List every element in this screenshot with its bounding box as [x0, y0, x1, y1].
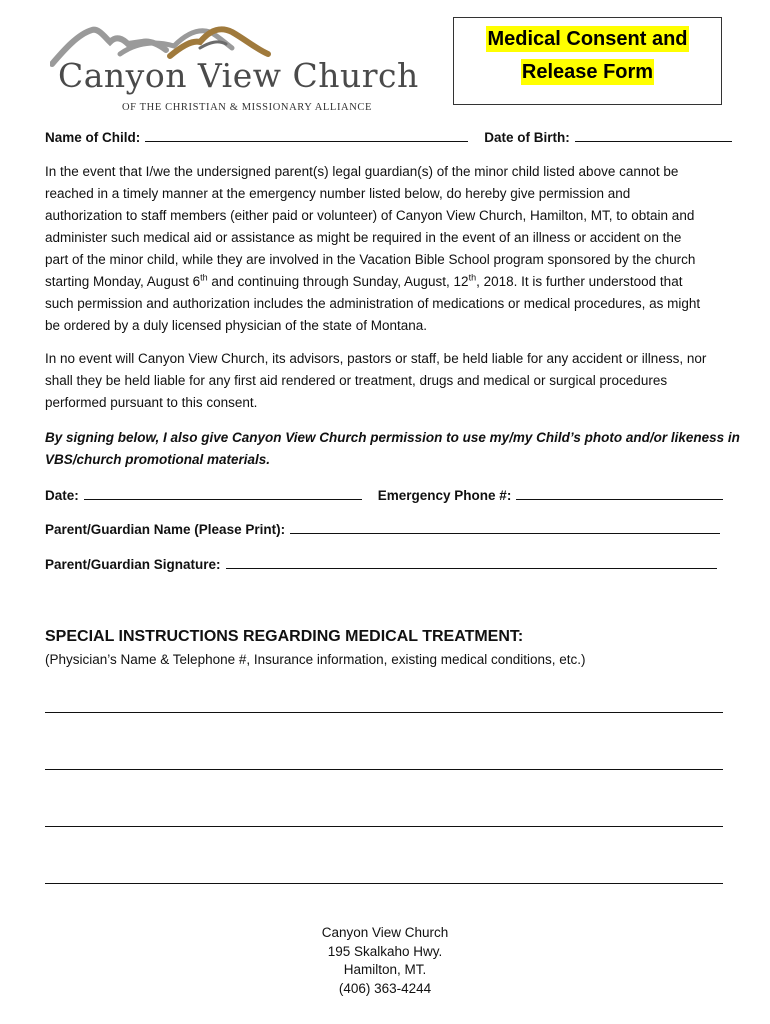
liability-line: shall they be held liable for any first aid rendered or treatment, drugs and medical or surgical procedures [45, 373, 668, 388]
liability-paragraph [45, 348, 735, 414]
form-title-line-2: Release Form [521, 61, 654, 83]
guardian-name-field[interactable] [290, 520, 720, 534]
consent-line: administer such medical aid or assistance as might be required in the event of an illness or accident on the [45, 230, 682, 245]
photo-release-line: By signing below, I also give Canyon View Church permission to use my/my Child’s photo and/or likeness in [45, 430, 740, 445]
special-instructions-subtitle: (Physician’s Name & Telephone #, Insurance information, existing medical conditions, etc.) [45, 652, 586, 667]
consent-line: part of the minor child, while they are involved in the Vacation Bible School program sponsored by the church [45, 252, 696, 267]
footer-phone: (406) 363-4244 [338, 980, 432, 996]
consent-text: , 2018. It is further understood that [476, 274, 683, 289]
guardian-signature-label: Parent/Guardian Signature: [45, 557, 221, 572]
guardian-name-row [45, 520, 720, 537]
guardian-signature-row [45, 555, 717, 572]
logo-church-name: Canyon View Church [58, 56, 419, 95]
footer-church-name: Canyon View Church [321, 925, 449, 940]
consent-text: and continuing through Sunday, August, 12 [207, 274, 469, 289]
consent-line: reached in a timely manner at the emergency number listed below, do hereby give permission and [45, 186, 631, 201]
liability-line: performed pursuant to this consent. [45, 395, 258, 410]
special-instructions-line[interactable] [45, 826, 723, 827]
guardian-name-label: Parent/Guardian Name (Please Print): [45, 522, 286, 537]
consent-line [45, 271, 735, 293]
photo-release-line: VBS/church promotional materials. [45, 452, 271, 467]
consent-paragraph [45, 161, 735, 337]
special-instructions-line[interactable] [45, 883, 723, 884]
date-phone-row [45, 486, 723, 503]
ordinal-suffix: th [468, 272, 477, 283]
date-label: Date: [45, 488, 79, 503]
footer-street: 195 Skalkaho Hwy. [327, 943, 443, 959]
church-logo [50, 20, 419, 113]
consent-line: In the event that I/we the undersigned parent(s) legal guardian(s) of the minor child listed above cannot be [45, 164, 679, 179]
consent-line: such permission and authorization includes the administration of medications or medical procedures, as might [45, 296, 701, 311]
guardian-signature-field[interactable] [226, 555, 717, 569]
logo-subtitle: OF THE CHRISTIAN & MISSIONARY ALLIANCE [122, 102, 373, 113]
dob-label: Date of Birth: [484, 130, 570, 145]
consent-line: be ordered by a duly licensed physician of the state of Montana. [45, 318, 427, 333]
child-name-field[interactable] [145, 128, 468, 142]
consent-text: starting Monday, August 6 [45, 274, 201, 289]
consent-line: authorization to staff members (either paid or volunteer) of Canyon View Church, Hamilton, MT, to obtain and [45, 208, 695, 223]
special-instructions-line[interactable] [45, 712, 723, 713]
photo-release-paragraph [45, 427, 740, 471]
date-field[interactable] [84, 486, 362, 500]
liability-line: In no event will Canyon View Church, its advisors, pastors or staff, be held liable for any accident or illness, nor [45, 351, 707, 366]
emergency-phone-field[interactable] [516, 486, 723, 500]
form-title-box [453, 17, 722, 105]
dob-field[interactable] [575, 128, 732, 142]
footer-city: Hamilton, MT. [343, 962, 427, 977]
emergency-phone-label: Emergency Phone #: [377, 488, 512, 503]
ordinal-suffix: th [200, 272, 208, 283]
special-instructions-heading: SPECIAL INSTRUCTIONS REGARDING MEDICAL TREATMENT: [45, 628, 524, 645]
form-title-line-1: Medical Consent and [487, 28, 688, 50]
church-address-footer [235, 924, 535, 998]
child-name-label: Name of Child: [45, 130, 141, 145]
special-instructions-line[interactable] [45, 769, 723, 770]
child-name-row [45, 128, 732, 145]
